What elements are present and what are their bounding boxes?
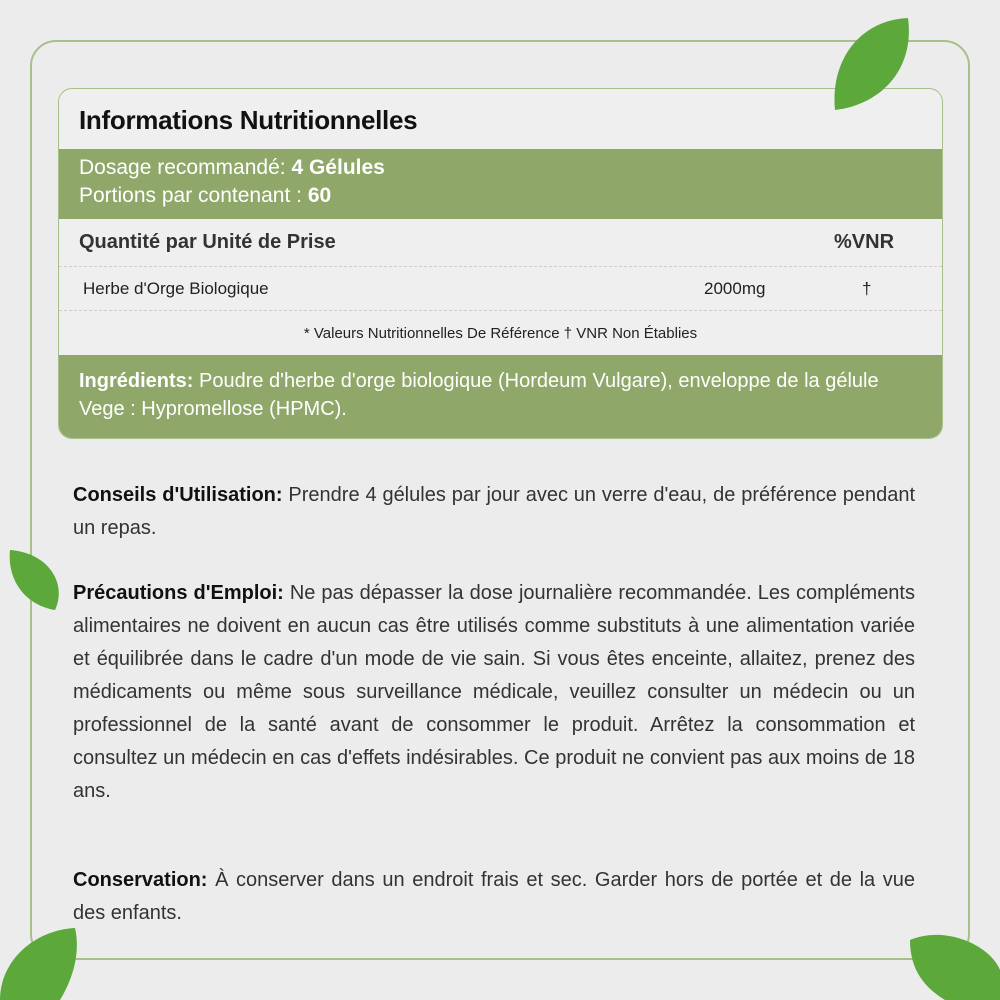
footnote: * Valeurs Nutritionnelles De Référence † VNR Non Établies <box>303 324 698 342</box>
dosage-value: 4 Gélules <box>291 156 385 179</box>
usage-paragraph <box>73 479 915 545</box>
leaf-icon <box>820 10 920 120</box>
ingredients-text: Poudre d'herbe d'orge biologique (Hordeum Vulgare), enveloppe de la gélule Vege : Hypromellose (HPMC). <box>79 370 879 420</box>
leaf-icon <box>905 925 1000 1000</box>
dosage-line <box>79 154 922 182</box>
storage-text: À conserver dans un endroit frais et sec. Garder hors de portée et de la vue des enfants. <box>73 869 915 924</box>
portions-label: Portions par contenant : <box>79 184 308 207</box>
header-vnr: %VNR <box>834 231 895 253</box>
dosage-label: Dosage recommandé: <box>79 156 292 179</box>
ingredients <box>59 355 942 439</box>
storage-label: Conservation: <box>73 869 208 891</box>
nutrition-table <box>58 88 943 439</box>
storage-paragraph <box>73 864 915 930</box>
table-title: Informations Nutritionnelles <box>79 105 418 135</box>
row-vnr: † <box>862 278 872 298</box>
precautions-text: Ne pas dépasser la dose journalière recommandée. Les compléments alimentaires ne doivent en aucun cas être utilisés comme substituts à une alimentation variée et équilibrée dans le cadre d'un mode de vie sain. Si vous êtes enceinte, allaitez, prenez des médicaments ou même sous surveillance médicale, veuillez consulter un médecin ou un professionnel de la santé avant de consommer le produit. Arrêtez la consommation et consultez un médecin en cas d'effets indésirables. Ce produit ne convient pas aux moins de 18 ans. <box>73 582 915 802</box>
dosage-band <box>59 149 942 219</box>
usage-label: Conseils d'Utilisation: <box>73 484 283 506</box>
leaf-icon <box>0 920 80 1000</box>
table-row <box>59 267 942 311</box>
usage-text: Prendre 4 gélules par jour avec un verre d'eau, de préférence pendant un repas. <box>73 484 916 539</box>
leaf-icon <box>5 545 65 615</box>
portions-line <box>79 182 922 210</box>
precautions-label: Précautions d'Emploi: <box>73 582 284 604</box>
precautions-paragraph <box>73 577 915 808</box>
portions-value: 60 <box>307 184 332 207</box>
row-name: Herbe d'Orge Biologique <box>83 278 269 298</box>
header-quantity: Quantité par Unité de Prise <box>79 231 336 253</box>
ingredients-label: Ingrédients: <box>79 370 194 392</box>
table-header <box>59 219 942 267</box>
row-amount: 2000mg <box>704 278 766 298</box>
